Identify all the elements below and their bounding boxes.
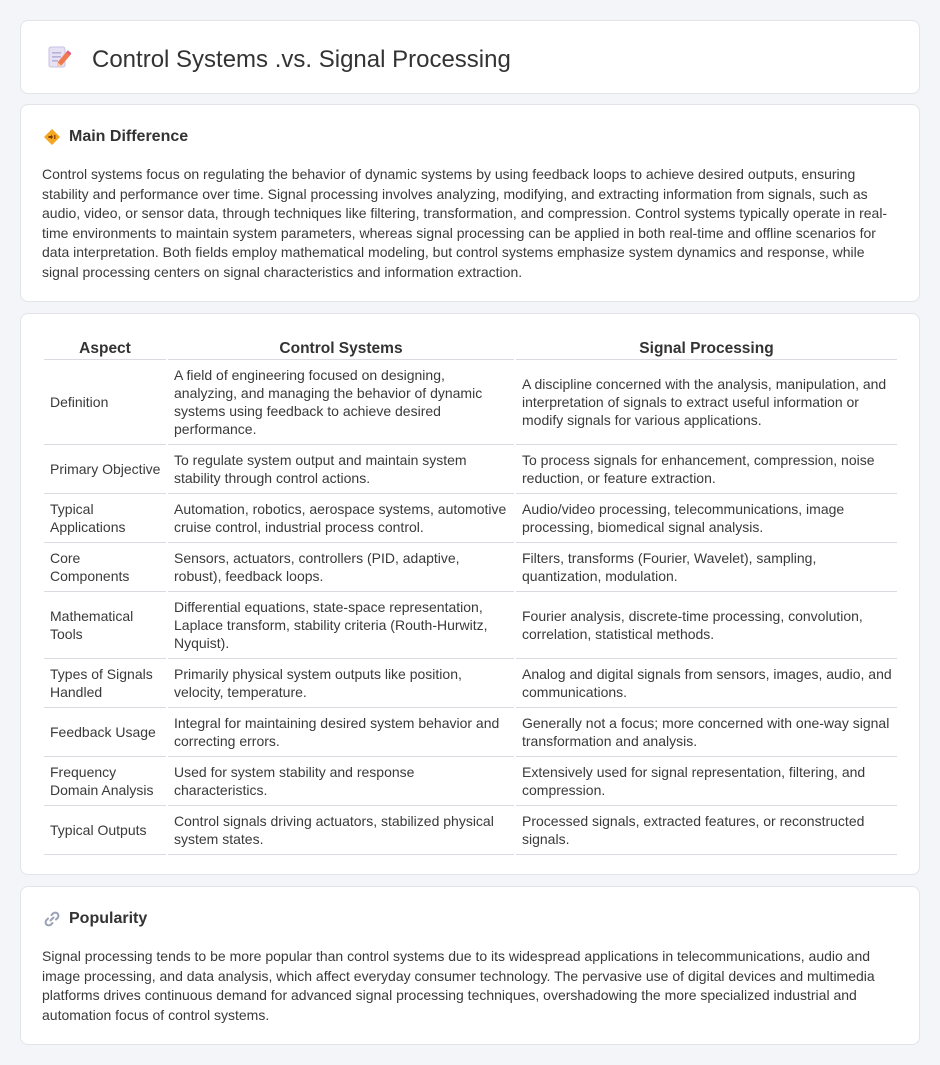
cell-signal-processing: A discipline concerned with the analysis, manipulation, and interpretation of signals to extract useful information or modify signals for various applications. — [516, 360, 897, 445]
cell-signal-processing: Generally not a focus; more concerned with one-way signal transformation and analysis. — [516, 708, 897, 757]
section-text: Control systems focus on regulating the behavior of dynamic systems by using feedback loops to achieve desired outputs, ensuring stability and performance over time. Signal processing involves analyzing, modifying, and extracting information from signals, such as audio, video, or sensor data, through techniques like filtering, transformation, and compression. Control systems typically operate in real-time environments to maintain system parameters, whereas signal processing can be applied in both real-time and offline scenarios for data interpretation. Both fields employ mathematical modeling, but control systems emphasize system dynamics and response, while signal processing centers on signal characteristics and information extraction. — [42, 166, 888, 280]
cell-aspect: Primary Objective — [44, 445, 166, 494]
cell-signal-processing: Analog and digital signals from sensors, images, audio, and communications. — [516, 659, 897, 708]
cell-aspect: Mathematical Tools — [44, 592, 166, 659]
cell-signal-processing: To process signals for enhancement, compression, noise reduction, or feature extraction. — [516, 445, 897, 494]
cell-aspect: Definition — [44, 360, 166, 445]
column-header-control-systems: Control Systems — [168, 336, 514, 360]
page-title: Control Systems .vs. Signal Processing — [92, 46, 511, 73]
column-header-aspect: Aspect — [44, 336, 166, 360]
section-heading: Popularity — [69, 910, 148, 927]
section-text: Signal processing tends to be more popular than control systems due to its widespread applications in telecommunications, audio and image processing, and data analysis, which affect everyday consumer technology. The pervasive use of digital devices and multimedia platforms drives continuous demand for advanced signal processing techniques, overshadowing the more specialized industrial and automation focus of control systems. — [42, 948, 875, 1023]
cell-control-systems: Integral for maintaining desired system behavior and correcting errors. — [168, 708, 514, 757]
table-header-row — [44, 336, 897, 360]
cell-control-systems: Primarily physical system outputs like position, velocity, temperature. — [168, 659, 514, 708]
cell-aspect: Frequency Domain Analysis — [44, 757, 166, 806]
cell-aspect: Typical Outputs — [44, 806, 166, 855]
cell-control-systems: Automation, robotics, aerospace systems, automotive cruise control, industrial process control. — [168, 494, 514, 543]
table-row — [44, 708, 897, 757]
table-row — [44, 494, 897, 543]
link-icon — [43, 910, 61, 928]
popularity-section — [20, 886, 920, 1045]
cell-signal-processing: Extensively used for signal representation, filtering, and compression. — [516, 757, 897, 806]
main-difference-section — [20, 104, 920, 302]
cell-signal-processing: Processed signals, extracted features, or reconstructed signals. — [516, 806, 897, 855]
column-header-signal-processing: Signal Processing — [516, 336, 897, 360]
cell-aspect: Types of Signals Handled — [44, 659, 166, 708]
cell-signal-processing: Fourier analysis, discrete-time processing, convolution, correlation, statistical methods. — [516, 592, 897, 659]
table-row — [44, 592, 897, 659]
diamond-swap-icon — [43, 128, 61, 146]
cell-control-systems: To regulate system output and maintain system stability through control actions. — [168, 445, 514, 494]
cell-aspect: Feedback Usage — [44, 708, 166, 757]
cell-signal-processing: Audio/video processing, telecommunications, image processing, biomedical signal analysis. — [516, 494, 897, 543]
cell-control-systems: Differential equations, state-space representation, Laplace transform, stability criteria (Routh-Hurwitz, Nyquist). — [168, 592, 514, 659]
document-pencil-icon — [47, 45, 71, 71]
header-card — [20, 20, 920, 94]
section-heading: Main Difference — [69, 128, 189, 145]
table-row — [44, 659, 897, 708]
cell-aspect: Typical Applications — [44, 494, 166, 543]
table-row — [44, 757, 897, 806]
comparison-table-card — [20, 313, 920, 875]
cell-aspect: Core Components — [44, 543, 166, 592]
comparison-table — [42, 336, 899, 855]
cell-control-systems: Control signals driving actuators, stabilized physical system states. — [168, 806, 514, 855]
cell-control-systems: Sensors, actuators, controllers (PID, adaptive, robust), feedback loops. — [168, 543, 514, 592]
table-row — [44, 543, 897, 592]
table-row — [44, 445, 897, 494]
cell-signal-processing: Filters, transforms (Fourier, Wavelet), sampling, quantization, modulation. — [516, 543, 897, 592]
table-row — [44, 806, 897, 855]
cell-control-systems: A field of engineering focused on designing, analyzing, and managing the behavior of dynamic systems using feedback to achieve desired performance. — [168, 360, 514, 445]
table-row — [44, 360, 897, 445]
cell-control-systems: Used for system stability and response characteristics. — [168, 757, 514, 806]
